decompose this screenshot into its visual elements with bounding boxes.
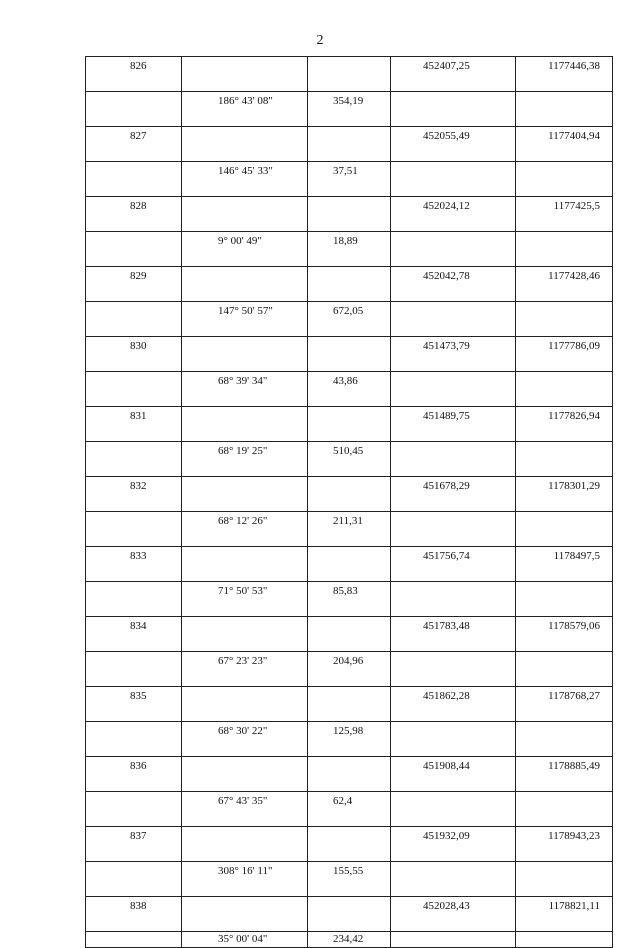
point-number-cell: 828 [86,197,182,232]
direction-angle-cell [182,757,308,792]
distance-cell: 354,19 [308,92,391,127]
point-number-cell: 837 [86,827,182,862]
x-coordinate-cell: 451489,75 [391,407,516,442]
distance-cell [308,197,391,232]
distance-cell [308,267,391,302]
direction-angle-cell: 71° 50' 53" [182,582,308,617]
x-coordinate-cell [391,582,516,617]
x-coordinate-cell: 452055,49 [391,127,516,162]
point-number-cell: 834 [86,617,182,652]
distance-cell: 37,51 [308,162,391,197]
direction-angle-cell: 147° 50' 57" [182,302,308,337]
x-coordinate-cell: 451932,09 [391,827,516,862]
distance-cell: 211,31 [308,512,391,547]
y-coordinate-cell: 1177404,94 [516,127,613,162]
segment-row [86,302,613,337]
distance-cell: 62,4 [308,792,391,827]
x-coordinate-cell: 451862,28 [391,687,516,722]
direction-angle-cell [182,127,308,162]
y-coordinate-cell [516,442,613,477]
point-row [86,267,613,302]
y-coordinate-cell: 1178943,23 [516,827,613,862]
direction-angle-cell: 308° 16' 11" [182,862,308,897]
y-coordinate-cell [516,792,613,827]
y-coordinate-cell [516,512,613,547]
direction-angle-cell [182,617,308,652]
distance-cell: 43,86 [308,372,391,407]
distance-cell [308,407,391,442]
point-number-cell [86,442,182,477]
distance-cell: 672,05 [308,302,391,337]
distance-cell [308,687,391,722]
direction-angle-cell: 146° 45' 33" [182,162,308,197]
distance-cell [308,547,391,582]
x-coordinate-cell: 452028,43 [391,897,516,932]
x-coordinate-cell [391,442,516,477]
segment-row [86,652,613,687]
y-coordinate-cell [516,232,613,267]
x-coordinate-cell [391,792,516,827]
distance-cell [308,757,391,792]
direction-angle-cell [182,827,308,862]
direction-angle-cell [182,687,308,722]
distance-cell [308,897,391,932]
direction-angle-cell [182,197,308,232]
point-number-cell [86,862,182,897]
segment-row [86,442,613,477]
point-row [86,407,613,442]
segment-row [86,232,613,267]
x-coordinate-cell [391,932,516,948]
distance-cell: 18,89 [308,232,391,267]
direction-angle-cell: 68° 12' 26" [182,512,308,547]
x-coordinate-cell [391,372,516,407]
point-number-cell: 832 [86,477,182,512]
distance-cell [308,477,391,512]
point-number-cell [86,162,182,197]
y-coordinate-cell: 1178768,27 [516,687,613,722]
direction-angle-cell [182,407,308,442]
point-number-cell [86,512,182,547]
direction-angle-cell: 68° 39' 34" [182,372,308,407]
point-number-cell: 836 [86,757,182,792]
point-row [86,127,613,162]
point-number-cell [86,722,182,757]
y-coordinate-cell: 1177826,94 [516,407,613,442]
distance-cell [308,617,391,652]
point-number-cell [86,232,182,267]
y-coordinate-cell: 1177446,38 [516,57,613,92]
y-coordinate-cell: 1178497,5 [516,547,613,582]
segment-row [86,372,613,407]
direction-angle-cell: 186° 43' 08" [182,92,308,127]
distance-cell: 125,98 [308,722,391,757]
y-coordinate-cell [516,302,613,337]
y-coordinate-cell [516,722,613,757]
x-coordinate-cell: 451908,44 [391,757,516,792]
point-number-cell [86,932,182,948]
direction-angle-cell [182,897,308,932]
y-coordinate-cell [516,932,613,948]
y-coordinate-cell [516,162,613,197]
y-coordinate-cell: 1178821,11 [516,897,613,932]
segment-row [86,92,613,127]
segment-row [86,512,613,547]
x-coordinate-cell [391,92,516,127]
direction-angle-cell: 67° 43' 35" [182,792,308,827]
point-row [86,57,613,92]
distance-cell: 155,55 [308,862,391,897]
y-coordinate-cell: 1177428,46 [516,267,613,302]
point-number-cell [86,372,182,407]
point-number-cell: 831 [86,407,182,442]
y-coordinate-cell: 1177425,5 [516,197,613,232]
x-coordinate-cell [391,652,516,687]
x-coordinate-cell: 452407,25 [391,57,516,92]
distance-cell: 234,42 [308,932,391,948]
y-coordinate-cell: 1178885,49 [516,757,613,792]
point-row [86,757,613,792]
direction-angle-cell [182,57,308,92]
x-coordinate-cell [391,512,516,547]
x-coordinate-cell [391,162,516,197]
y-coordinate-cell [516,92,613,127]
y-coordinate-cell [516,862,613,897]
y-coordinate-cell: 1178301,29 [516,477,613,512]
point-row [86,197,613,232]
point-number-cell: 830 [86,337,182,372]
segment-row [86,722,613,757]
distance-cell [308,827,391,862]
distance-cell [308,127,391,162]
point-row [86,477,613,512]
point-number-cell [86,92,182,127]
x-coordinate-cell [391,232,516,267]
segment-row [86,582,613,617]
direction-angle-cell: 68° 30' 22" [182,722,308,757]
point-number-cell: 826 [86,57,182,92]
point-number-cell [86,792,182,827]
segment-row [86,792,613,827]
point-row [86,827,613,862]
direction-angle-cell [182,267,308,302]
y-coordinate-cell [516,652,613,687]
page-number: 2 [316,33,324,48]
point-number-cell: 833 [86,547,182,582]
distance-cell [308,337,391,372]
point-row [86,897,613,932]
segment-row [86,162,613,197]
point-number-cell [86,652,182,687]
point-row [86,547,613,582]
point-row [86,337,613,372]
segment-row [86,932,613,948]
x-coordinate-cell: 451473,79 [391,337,516,372]
direction-angle-cell [182,337,308,372]
point-number-cell: 829 [86,267,182,302]
point-number-cell: 827 [86,127,182,162]
direction-angle-cell: 67° 23' 23" [182,652,308,687]
x-coordinate-cell: 451678,29 [391,477,516,512]
x-coordinate-cell [391,722,516,757]
x-coordinate-cell: 452042,78 [391,267,516,302]
direction-angle-cell [182,477,308,512]
x-coordinate-cell [391,862,516,897]
point-row [86,687,613,722]
x-coordinate-cell: 452024,12 [391,197,516,232]
point-row [86,617,613,652]
point-number-cell: 835 [86,687,182,722]
x-coordinate-cell: 451783,48 [391,617,516,652]
distance-cell: 204,96 [308,652,391,687]
y-coordinate-cell [516,372,613,407]
coordinates-table [85,56,613,948]
point-number-cell [86,582,182,617]
direction-angle-cell [182,547,308,582]
point-number-cell [86,302,182,337]
distance-cell: 510,45 [308,442,391,477]
direction-angle-cell: 35° 00' 04" [182,932,308,948]
distance-cell [308,57,391,92]
segment-row [86,862,613,897]
direction-angle-cell: 68° 19' 25" [182,442,308,477]
y-coordinate-cell [516,582,613,617]
y-coordinate-cell: 1177786,09 [516,337,613,372]
distance-cell: 85,83 [308,582,391,617]
point-number-cell: 838 [86,897,182,932]
direction-angle-cell: 9° 00' 49" [182,232,308,267]
coordinates-table-body [86,57,613,948]
x-coordinate-cell: 451756,74 [391,547,516,582]
x-coordinate-cell [391,302,516,337]
y-coordinate-cell: 1178579,06 [516,617,613,652]
